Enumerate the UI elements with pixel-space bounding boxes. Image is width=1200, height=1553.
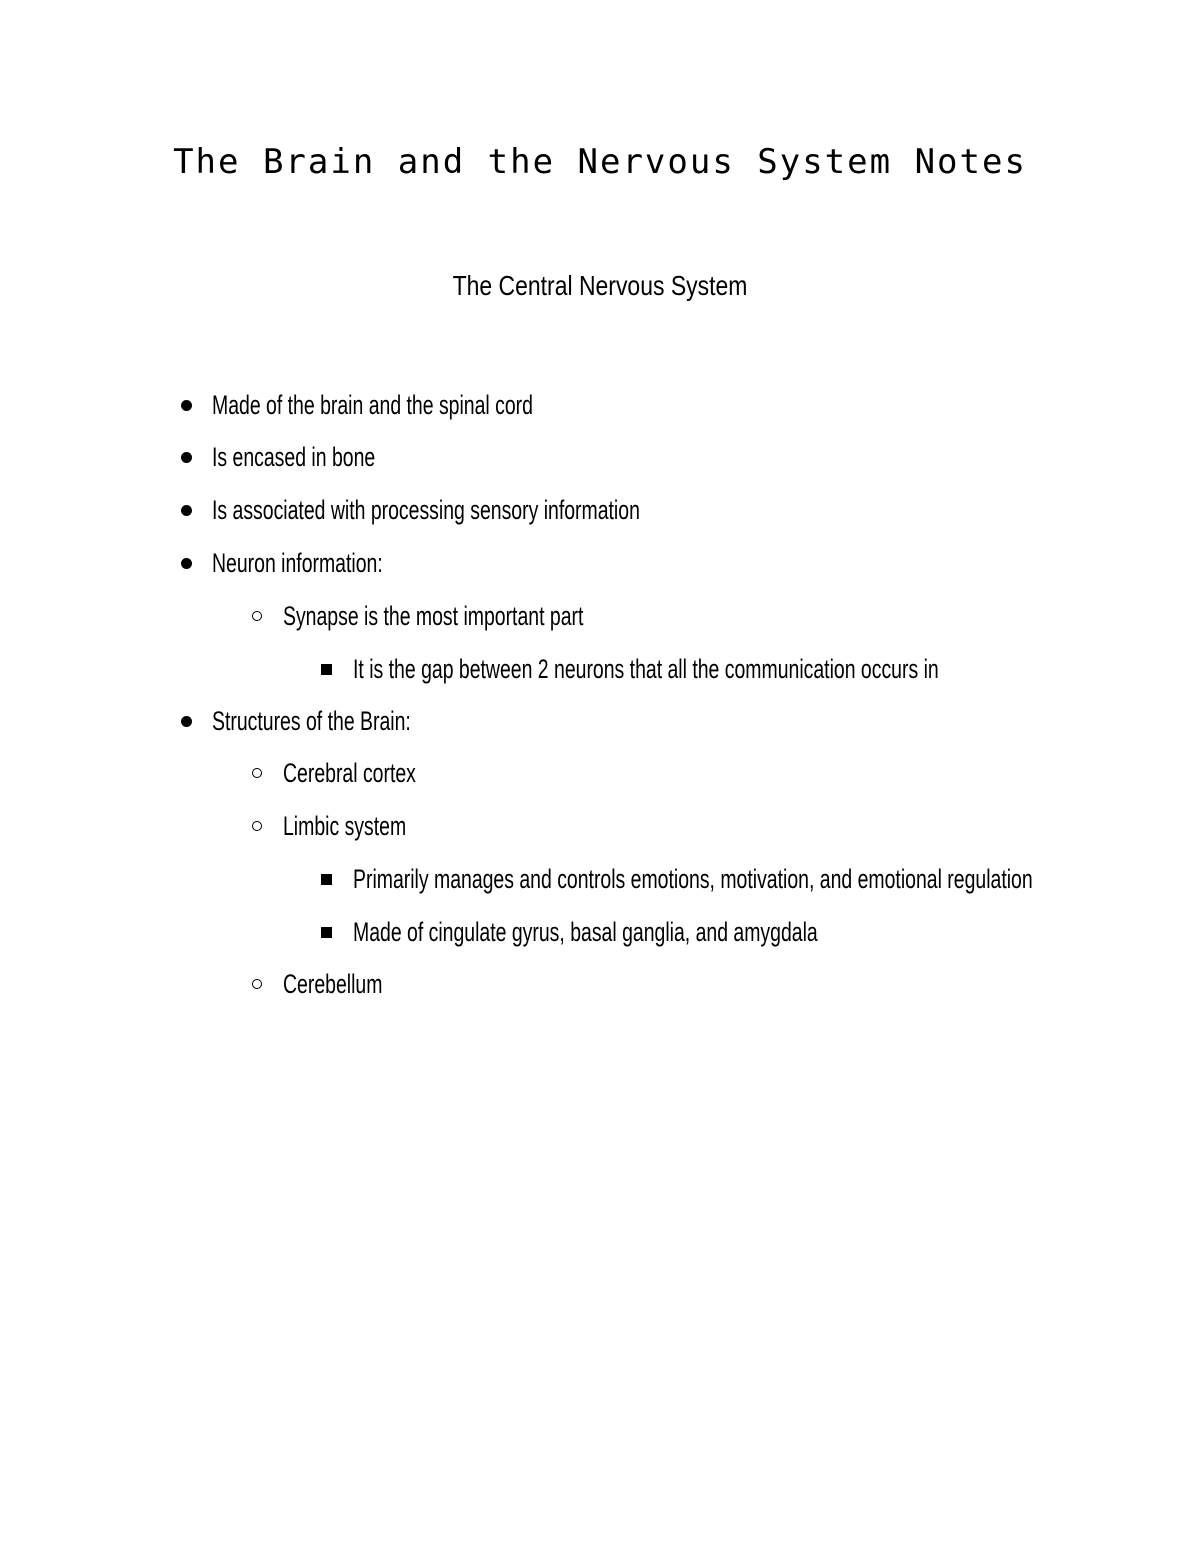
list-item-text: Cerebellum bbox=[283, 969, 383, 999]
list-item-text: Limbic system bbox=[283, 811, 407, 841]
section-heading: The Central Nervous System bbox=[452, 270, 748, 301]
bullet-disc-icon bbox=[176, 543, 196, 583]
bullet-disc-icon bbox=[176, 437, 196, 477]
bullet-square-icon bbox=[316, 649, 336, 689]
list-item bbox=[0, 596, 1200, 636]
list-item-text: Is encased in bone bbox=[212, 442, 376, 472]
bullet-circle-icon bbox=[247, 964, 267, 1004]
bullet-circle-icon bbox=[247, 753, 267, 793]
list-item bbox=[0, 701, 1200, 741]
list-item-text: Is associated with processing sensory information bbox=[212, 495, 640, 525]
bullet-square-icon bbox=[316, 912, 336, 952]
list-item bbox=[0, 385, 1200, 425]
list-item bbox=[0, 490, 1200, 530]
list-item-text: Cerebral cortex bbox=[283, 758, 416, 788]
list-item bbox=[0, 806, 1200, 846]
list-item bbox=[0, 859, 1200, 899]
list-item-text: Primarily manages and controls emotions, motivation, and emotional regulation bbox=[353, 864, 1033, 894]
document-title: The Brain and the Nervous System Notes bbox=[173, 142, 1027, 182]
bullet-square-icon bbox=[316, 859, 336, 899]
bullet-circle-icon bbox=[247, 596, 267, 636]
list-item-text: Made of cingulate gyrus, basal ganglia, and amygdala bbox=[353, 917, 818, 947]
list-item-text: Neuron information: bbox=[212, 548, 383, 578]
list-item bbox=[0, 912, 1200, 952]
bullet-disc-icon bbox=[176, 385, 196, 425]
bullet-disc-icon bbox=[176, 490, 196, 530]
list-item-text: Synapse is the most important part bbox=[283, 601, 584, 631]
list-item bbox=[0, 543, 1200, 583]
list-item-text: Made of the brain and the spinal cord bbox=[212, 390, 533, 420]
list-item bbox=[0, 964, 1200, 1004]
list-item bbox=[0, 753, 1200, 793]
list-item-text: It is the gap between 2 neurons that all the communication occurs in bbox=[353, 654, 939, 684]
bullet-disc-icon bbox=[176, 701, 196, 741]
list-item bbox=[0, 437, 1200, 477]
list-item-text: Structures of the Brain: bbox=[212, 706, 411, 736]
bullet-circle-icon bbox=[247, 806, 267, 846]
list-item bbox=[0, 649, 1200, 689]
